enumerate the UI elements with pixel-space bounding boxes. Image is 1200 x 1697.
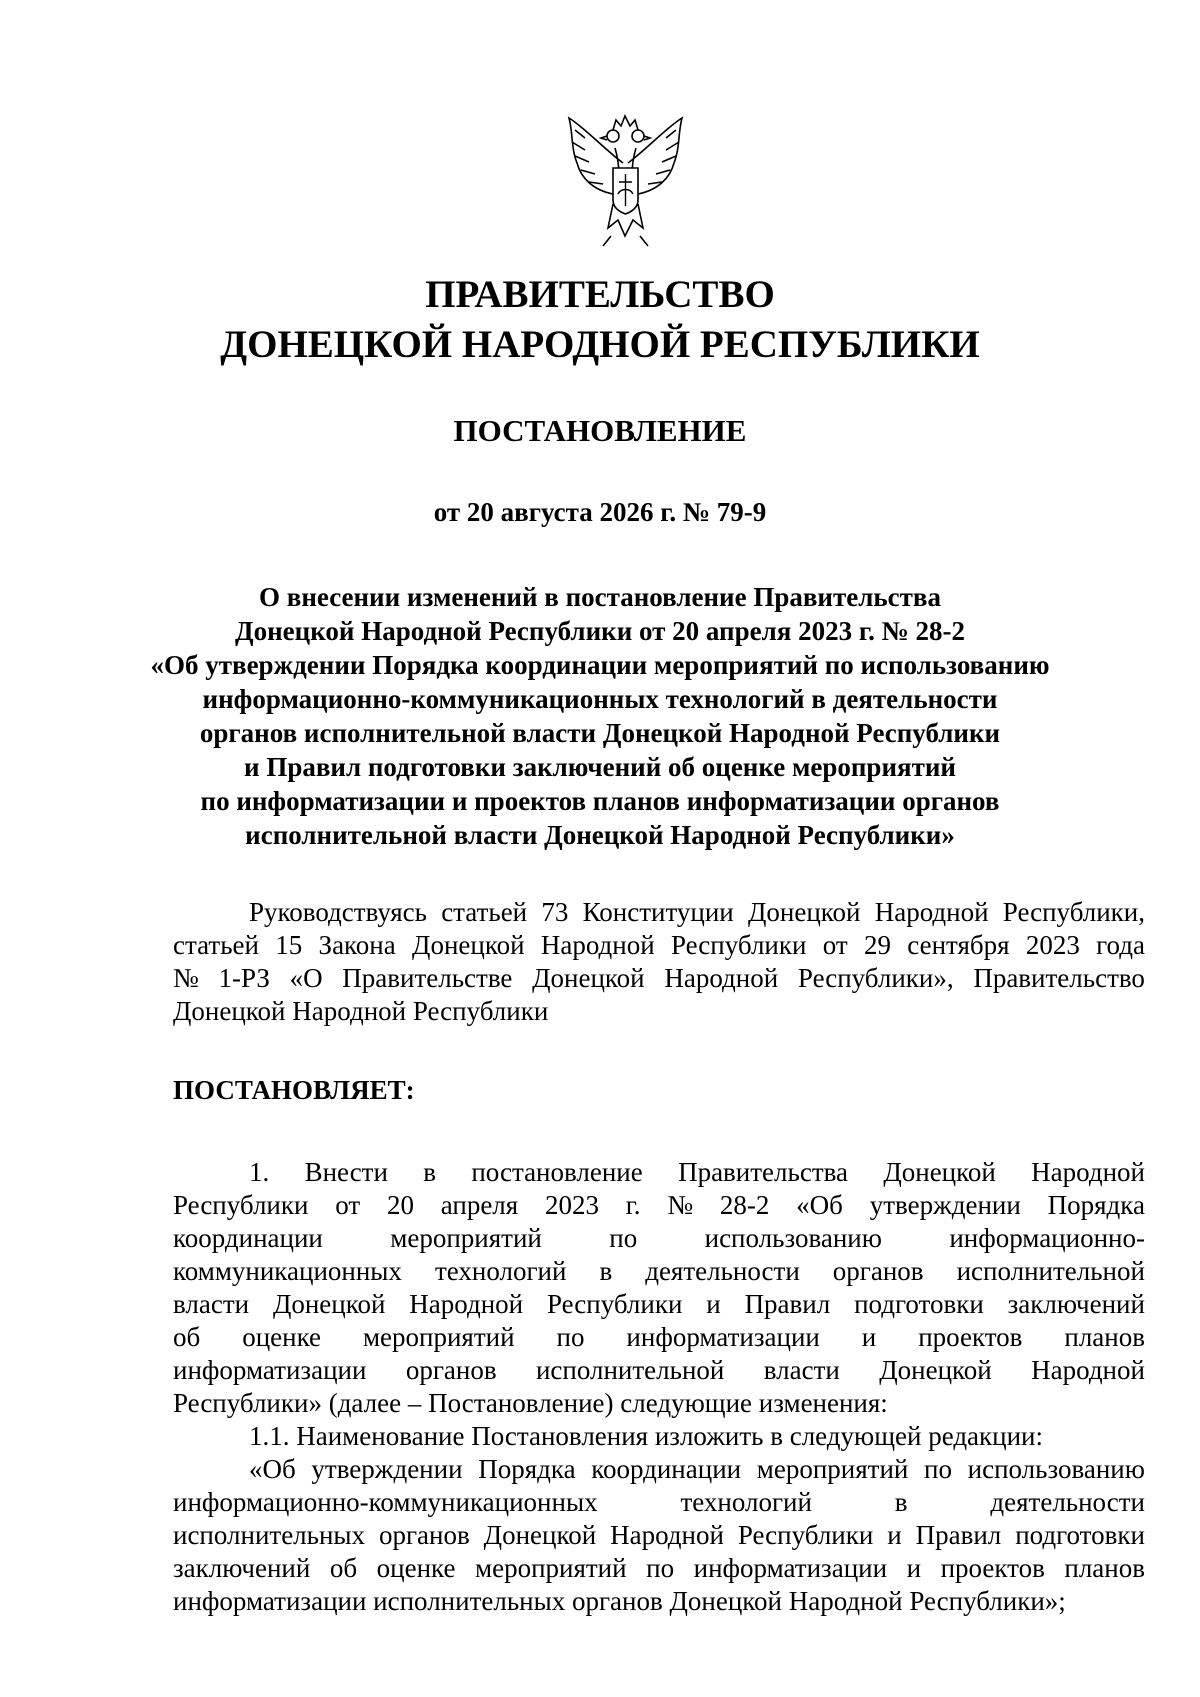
word: 28-2 <box>719 1190 770 1220</box>
word: Порядка <box>478 1454 576 1484</box>
word: оценке <box>376 1553 456 1583</box>
word: Конституции <box>582 897 734 927</box>
word: органов <box>378 1520 470 1550</box>
word: использованию <box>704 1223 882 1253</box>
word: 1. <box>249 1157 270 1187</box>
word: планов <box>1064 1553 1145 1583</box>
word: Порядка <box>1047 1190 1145 1220</box>
word: заключений <box>173 1553 311 1583</box>
word: исполнительных <box>173 1520 366 1550</box>
word: Правительства <box>678 1157 848 1187</box>
word: информационно- <box>949 1223 1145 1253</box>
word: 2023 <box>1025 930 1080 960</box>
word: информационно-коммуникационных <box>173 1487 598 1517</box>
word: 20 <box>386 1190 414 1220</box>
subject-line: информационно-коммуникационных технологий в деятельности <box>202 684 998 714</box>
text-line <box>173 1453 1145 1486</box>
word: исполнительной <box>535 1355 725 1385</box>
word: оценке <box>242 1322 322 1352</box>
word: Республики <box>670 930 807 960</box>
word: 1-РЗ <box>218 963 270 993</box>
text-line: 1.1. Наименование Постановления изложить в следующей редакции: <box>249 1421 1044 1451</box>
organization-name-line-1: ПРАВИТЕЛЬСТВО <box>425 273 775 316</box>
text-line <box>173 1354 1145 1387</box>
word: Народной <box>540 930 655 960</box>
word: в <box>894 1487 908 1517</box>
text-line <box>173 1255 1145 1288</box>
word: по <box>556 1322 585 1352</box>
word: органов <box>405 1355 497 1385</box>
subject-line: «Об утверждении Порядка координации мероприятий по использованию <box>150 650 1050 680</box>
word: № <box>173 963 199 993</box>
document-type: ПОСТАНОВЛЕНИЕ <box>453 413 747 448</box>
subject-line: исполнительной власти Донецкой Народной Республики» <box>245 820 955 850</box>
word: власти <box>763 1355 840 1385</box>
word: подготовки <box>1015 1520 1145 1550</box>
decree-items <box>173 1156 1145 1618</box>
word: по <box>646 1553 675 1583</box>
word: Донецкой <box>883 1157 996 1187</box>
word: «О <box>289 963 323 993</box>
text-line <box>173 1288 1145 1321</box>
word: Донецкой <box>483 1520 597 1550</box>
word: № <box>667 1190 694 1220</box>
word: координации <box>591 1454 742 1484</box>
word: Народной <box>1031 1355 1145 1385</box>
word: Донецкой <box>532 963 645 993</box>
word: 29 <box>863 930 891 960</box>
word: подготовки <box>854 1289 984 1319</box>
word: Народной <box>874 897 989 927</box>
word: Руководствуясь <box>249 897 427 927</box>
word: 73 <box>541 897 569 927</box>
word: технологий <box>680 1487 812 1517</box>
word: технологий <box>434 1256 567 1286</box>
word: Правительстве <box>342 963 513 993</box>
text-line <box>173 1486 1145 1519</box>
word: г. <box>625 1190 641 1220</box>
text-line <box>173 1321 1145 1354</box>
word: и <box>887 1520 902 1550</box>
word: и <box>706 1289 721 1319</box>
organization-name-line-2: ДОНЕЦКОЙ НАРОДНОЙ РЕСПУБЛИКИ <box>220 323 980 366</box>
word: по <box>924 1454 952 1484</box>
word: 15 <box>275 930 303 960</box>
text-line: Республики» (далее – Постановление) следующие изменения: <box>173 1388 888 1418</box>
word: постановление <box>471 1157 643 1187</box>
word: «Об <box>796 1190 843 1220</box>
word: Правил <box>744 1289 831 1319</box>
word: об <box>173 1322 201 1352</box>
word: Республики <box>737 1520 874 1550</box>
word: деятельности <box>645 1256 800 1286</box>
word: года <box>1096 930 1145 960</box>
word: и <box>861 1322 877 1352</box>
word: утверждении <box>311 1454 463 1484</box>
text-line: Донецкой Народной Республики <box>173 996 549 1026</box>
subject-line: и Правил подготовки заключений об оценке мероприятий <box>244 752 956 782</box>
subject-line: О внесении изменений в постановление Правительства <box>259 582 941 612</box>
word: и <box>906 1553 922 1583</box>
word: Правительство <box>973 963 1145 993</box>
document-subject <box>0 580 1200 852</box>
word: Республики <box>546 1289 683 1319</box>
text-line <box>173 896 1145 929</box>
word: деятельности <box>990 1487 1145 1517</box>
word: в <box>423 1157 437 1187</box>
word: Донецкой <box>747 897 861 927</box>
word: мероприятий <box>756 1454 909 1484</box>
subject-line: Донецкой Народной Республики от 20 апреля 2023 г. № 28-2 <box>235 616 965 646</box>
word: мероприятий <box>390 1223 542 1253</box>
word: от <box>822 930 848 960</box>
word: власти <box>173 1289 250 1319</box>
word: Республики <box>173 1190 309 1220</box>
word: проектов <box>918 1322 1023 1352</box>
word: в <box>599 1256 613 1286</box>
text-line <box>173 1519 1145 1552</box>
word: Народной <box>409 1289 524 1319</box>
preamble-paragraph <box>173 896 1145 1028</box>
word: Внести <box>304 1157 388 1187</box>
word: утверждении <box>869 1190 1021 1220</box>
subject-line: органов исполнительной власти Донецкой Народной Республики <box>199 718 1001 748</box>
text-line <box>173 962 1145 995</box>
word: об <box>329 1553 358 1583</box>
word: мероприятий <box>362 1322 515 1352</box>
word: Народной <box>664 963 779 993</box>
word: Донецкой <box>879 1355 992 1385</box>
word: «Об <box>249 1454 296 1484</box>
document-date-number: от 20 августа 2026 г. № 79-9 <box>433 497 767 527</box>
word: Народной <box>1031 1157 1145 1187</box>
word: статьей <box>173 930 259 960</box>
word: мероприятий <box>475 1553 627 1583</box>
word: исполнительной <box>956 1256 1145 1286</box>
word: статьей <box>441 897 528 927</box>
word: координации <box>173 1223 323 1253</box>
word: Республики, <box>1002 897 1145 927</box>
word: использованию <box>967 1454 1145 1484</box>
subject-line: по информатизации и проектов планов информатизации органов <box>200 786 1000 816</box>
word: Закона <box>318 930 396 960</box>
text-line: информатизации исполнительных органов Донецкой Народной Республики»; <box>173 1586 1066 1616</box>
word: Республики», <box>797 963 954 993</box>
text-line <box>173 1156 1145 1189</box>
word: проектов <box>940 1553 1045 1583</box>
word: Правил <box>915 1520 1002 1550</box>
word: апреля <box>440 1190 519 1220</box>
text-line <box>173 1189 1145 1222</box>
word: Народной <box>610 1520 724 1550</box>
word: информатизации <box>626 1322 820 1352</box>
word: информатизации <box>173 1355 367 1385</box>
word: по <box>609 1223 638 1253</box>
word: сентября <box>907 930 1010 960</box>
word: заключений <box>1007 1289 1145 1319</box>
decree-word: ПОСТАНОВЛЯЕТ: <box>173 1075 415 1105</box>
word: от <box>335 1190 361 1220</box>
word: планов <box>1064 1322 1145 1352</box>
text-line <box>173 929 1145 962</box>
text-line <box>173 1222 1145 1255</box>
word: органов <box>832 1256 924 1286</box>
text-line <box>173 1552 1145 1585</box>
word: информатизации <box>693 1553 888 1583</box>
word: Донецкой <box>272 1289 386 1319</box>
word: коммуникационных <box>173 1256 402 1286</box>
coat-of-arms-emblem <box>563 108 688 258</box>
word: 2023 <box>545 1190 599 1220</box>
word: Донецкой <box>412 930 525 960</box>
